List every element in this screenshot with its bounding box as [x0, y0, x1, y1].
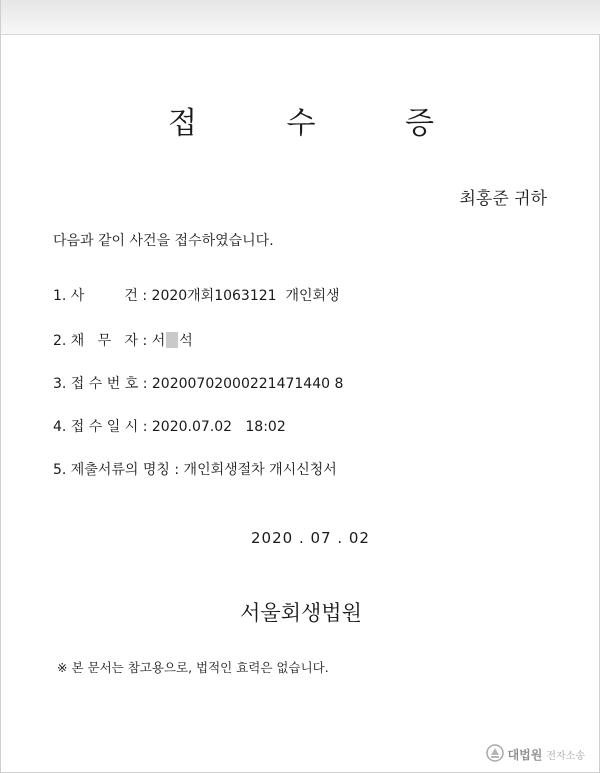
court-name: 서울회생법원 [240, 601, 362, 625]
debtor-name-start: 서 [151, 333, 166, 349]
footer-sub: 전자소송 [546, 751, 585, 762]
recipient-name: 최홍준 귀하 [459, 189, 547, 209]
item-value: 20200702000221471440 8 [151, 376, 344, 392]
item-debtor [53, 330, 193, 350]
item-label: 4. 접 수 일 시 : [53, 419, 152, 435]
item-receipt-number [53, 373, 343, 393]
item-document-name [53, 459, 337, 479]
item-value: 개인회생절차 개시신청서 [183, 462, 337, 478]
footer-logo [486, 744, 585, 765]
item-case [53, 285, 340, 305]
item-value: 2020.07.02 18:02 [151, 419, 286, 435]
court-emblem-icon [486, 744, 504, 765]
intro-text: 다음과 같이 사건을 접수하였습니다. [53, 233, 274, 249]
item-label: 2. 채 무 자 : [53, 333, 152, 349]
item-label: 3. 접 수 번 호 : [53, 376, 152, 392]
document-title: 접 수 증 [167, 106, 474, 141]
item-receipt-datetime [53, 416, 286, 436]
redaction-block [166, 332, 178, 348]
debtor-name-end: 석 [179, 333, 193, 349]
footer-brand: 대법원 [507, 748, 543, 762]
item-label: 1. 사 건 : [53, 288, 152, 304]
item-value: 2020개회1063121 개인회생 [151, 288, 340, 304]
item-label: 5. 제출서류의 명칭 : [53, 462, 184, 478]
disclaimer-notice: ※ 본 문서는 참고용으로, 법적인 효력은 없습니다. [57, 660, 329, 675]
issue-date: 2020 . 07 . 02 [251, 529, 370, 547]
scan-top-band [1, 0, 600, 35]
